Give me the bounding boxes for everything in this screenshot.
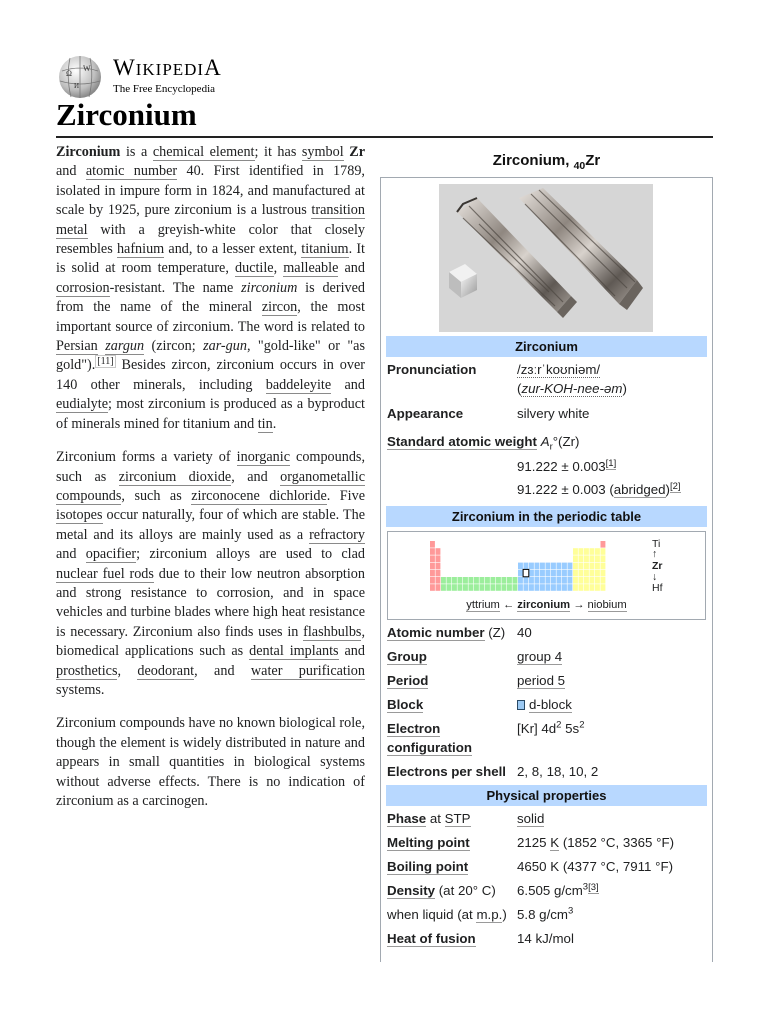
infobox-band-physical-properties: Physical properties xyxy=(386,785,707,806)
article-link[interactable]: symbol xyxy=(301,144,344,160)
article-link[interactable]: eudialyte xyxy=(56,396,108,413)
ptable-cell-d-block xyxy=(524,577,529,584)
ptable-cell-zirconium xyxy=(524,570,529,577)
ptable-cell-p-block xyxy=(595,555,600,562)
article-link[interactable]: opacifier xyxy=(85,546,137,563)
ptable-cell-s-block xyxy=(430,577,435,584)
article-link[interactable]: hafnium xyxy=(116,241,165,258)
ptable-cell-d-block xyxy=(529,584,534,591)
wikipedia-puzzle-globe-icon[interactable] xyxy=(56,55,104,99)
ptable-cell-d-block xyxy=(546,570,551,577)
standard-atomic-weight-link[interactable]: Standard atomic weight xyxy=(387,434,537,449)
ptable-cell-p-block xyxy=(590,570,595,577)
ptable-cell-s-block xyxy=(430,563,435,570)
heat-of-fusion-link[interactable]: Heat of fusion xyxy=(387,931,476,946)
ptable-cell-p-block xyxy=(579,563,584,570)
ptable-cell-d-block xyxy=(551,577,556,584)
article-link[interactable]: ductile xyxy=(235,260,274,277)
melting-point-link[interactable]: Melting point xyxy=(387,835,470,850)
ptable-cell-p-block xyxy=(584,584,589,591)
svg-text:Ω: Ω xyxy=(66,69,72,78)
article-link[interactable]: malleable xyxy=(283,260,339,277)
group-link[interactable]: Group xyxy=(387,649,427,664)
ptable-cell-f-block xyxy=(485,584,490,591)
ptable-cell-f-block xyxy=(469,584,474,591)
ptable-cell-f-block xyxy=(513,584,518,591)
ptable-cell-p-block xyxy=(601,555,606,562)
article-link[interactable]: chemical element xyxy=(152,144,255,160)
boiling-point-link[interactable]: Boiling point xyxy=(387,859,469,874)
ptable-cell-s-block xyxy=(436,584,441,591)
ptable-cell-f-block xyxy=(513,577,518,584)
article-link[interactable]: zirconocene dichloride xyxy=(191,487,327,504)
article-link[interactable]: corrosion xyxy=(56,279,110,296)
ptable-cell-d-block xyxy=(568,563,573,570)
ptable-cell-d-block xyxy=(568,584,573,591)
ptable-cell-f-block xyxy=(447,584,452,591)
ptable-cell-f-block xyxy=(458,584,463,591)
ptable-cell-p-block xyxy=(573,570,578,577)
ptable-cell-p-block xyxy=(573,548,578,555)
ptable-cell-p-block xyxy=(573,584,578,591)
ptable-cell-d-block xyxy=(529,577,534,584)
ptable-cell-d-block xyxy=(557,563,562,570)
ptable-cell-p-block xyxy=(584,570,589,577)
ptable-cell-f-block xyxy=(452,584,457,591)
ptable-cell-p-block xyxy=(590,577,595,584)
ptable-cell-s-block xyxy=(430,555,435,562)
ptable-cell-p-block xyxy=(595,570,600,577)
ptable-cell-f-block xyxy=(441,577,446,584)
svg-text:W: W xyxy=(83,64,91,73)
ptable-cell-p-block xyxy=(601,563,606,570)
ptable-cell-s-block xyxy=(436,548,441,555)
density-ref-3[interactable]: [3] xyxy=(588,881,599,893)
ptable-cell-f-block xyxy=(502,577,507,584)
ptable-cell-d-block xyxy=(540,584,545,591)
ptable-cell-s-block xyxy=(436,563,441,570)
ptable-cell-d-block xyxy=(535,563,540,570)
period-link[interactable]: Period xyxy=(387,673,429,688)
ptable-down-arrow-icon: ↓ xyxy=(652,571,658,583)
ptable-cell-d-block xyxy=(546,584,551,591)
ptable-cell-p-block xyxy=(601,570,606,577)
ptable-cell-f-block xyxy=(447,577,452,584)
article-link[interactable]: deodorant xyxy=(137,662,195,679)
phase-link[interactable]: Phase xyxy=(387,811,427,826)
ptable-cell-s-block xyxy=(430,548,435,555)
article-link[interactable]: zirconium dioxide xyxy=(118,468,232,485)
ptable-cell-d-block xyxy=(562,584,567,591)
zirconium-link[interactable]: zirconium xyxy=(517,599,571,611)
ptable-cell-p-block xyxy=(590,584,595,591)
ptable-cell-d-block xyxy=(535,570,540,577)
ptable-cell-s-block xyxy=(430,570,435,577)
ptable-cell-d-block xyxy=(557,577,562,584)
ptable-cell-d-block xyxy=(568,577,573,584)
ptable-cell-f-block xyxy=(469,577,474,584)
pronunciation-ipa[interactable]: /zɜːrˈkoʊniəm/ xyxy=(517,362,601,377)
svg-text:И: И xyxy=(74,82,80,90)
article-link[interactable]: titanium xyxy=(301,241,349,258)
weight-ref-2[interactable]: [2] xyxy=(669,480,681,492)
pronunciation-respelling[interactable]: zur-KOH-nee-əm xyxy=(521,381,623,396)
article-link[interactable]: baddeleyite xyxy=(265,376,332,393)
article-link[interactable]: dental implants xyxy=(249,643,339,660)
row-standard-atomic-weight: Standard atomic weight $A_r^\circ(Zr)$ xyxy=(387,434,580,453)
ptable-cell-d-block xyxy=(535,584,540,591)
yttrium-link[interactable]: yttrium xyxy=(466,599,500,611)
ptable-label-hafnium: Hf xyxy=(652,582,663,594)
ptable-cell-d-block xyxy=(546,563,551,570)
abridged-link[interactable]: abridged xyxy=(613,482,666,497)
ptable-cell-f-block xyxy=(480,577,485,584)
infobox-band-element: Zirconium xyxy=(386,336,707,357)
ptable-cell-p-block xyxy=(579,570,584,577)
ptable-cell-s-block xyxy=(430,541,435,548)
ptable-cell-p-block xyxy=(590,548,595,555)
period-5-link[interactable]: period 5 xyxy=(517,673,566,688)
stp-link[interactable]: STP xyxy=(444,811,471,826)
article-paragraph-1: Zirconium is a chemical element; it has symbol Zr and atomic number 40. First identified in 1789, isolated in impure form in 1824, and manufactured at scale by 1925, pure zirconium is a lustrous transition metal with a greyish-white color that closely resembles hafnium and, to a lesser extent, titanium. It is solid at room temperature, ductile, malleable and corrosion-resistant. The name zirconium is derived from the name of the mineral zircon, the most important source of zirconium. The word is related to Persian zargun (zircon; zar-gun, "gold-like" or "as gold"). [11] Besides zircon, zirconium occurs in over 140 other minerals, including baddeleyite and eudialyte; most zirconium is produced as a byproduct of minerals mined for titanium and tin. xyxy=(56,144,366,432)
ptable-cell-p-block xyxy=(595,563,600,570)
infobox: Zirconium Pronunciation /zɜːrˈkoʊniəm/ (zur-KOH-nee-əm) Appearance silvery white Standard atomic weight $A_r^\circ(Zr)$ 91.222 ± 0.003[1] 91.222 ± 0.003 (abridged)[2] Zirconium in the periodic table Ti ↑ Zr ↓ Hf yttrium ← zirconium → niobium Atomic number (Z) 40 Group group 4 Period period 5 Block d-block Electron configuration [Kr] $4d^2$ $5s^2$ Electrons per shell 2, 8, 18, 10, 2 Physical properties Phase at STP solid Melting point 2125 K (1852 °C, 3365 °F) Boiling point 4650 K (4377 °C, 7911 °F) Density (at 20° C) 6.505 $g/cm^{3[3]}$ when liquid (at m.p.) 5.8 $g/cm^3$ Heat of fusion 14 kJ/mol xyxy=(380,177,713,962)
ptable-label-titanium: Ti xyxy=(652,538,661,550)
ptable-cell-f-block xyxy=(507,584,512,591)
ptable-cell-d-block xyxy=(518,563,523,570)
weight-ref-1[interactable]: [1] xyxy=(605,457,617,469)
ptable-cell-d-block xyxy=(551,584,556,591)
ptable-cell-p-block xyxy=(595,548,600,555)
ptable-cell-p-block xyxy=(584,555,589,562)
ptable-cell-d-block xyxy=(557,570,562,577)
ptable-cell-p-block xyxy=(579,584,584,591)
ptable-cell-f-block xyxy=(480,584,485,591)
ptable-cell-p-block xyxy=(579,555,584,562)
periodic-table-nav: yttrium ← zirconium → niobium xyxy=(466,599,627,611)
title-divider xyxy=(56,136,713,138)
ptable-cell-p-block xyxy=(579,548,584,555)
ptable-cell-f-block xyxy=(458,577,463,584)
ptable-cell-p-block xyxy=(590,563,595,570)
infobox-caption: Zirconium, $_{40}$Zr xyxy=(492,152,601,172)
article-link[interactable]: isotopes xyxy=(56,507,103,524)
electron-configuration-link[interactable]: Electron configuration xyxy=(387,721,472,755)
article-link[interactable]: refractory xyxy=(309,526,365,543)
ptable-cell-d-block xyxy=(540,563,545,570)
ptable-cell-d-block xyxy=(540,570,545,577)
article-paragraph-2: Zirconium forms a variety of inorganic compounds, such as zirconium dioxide, and organometallic compounds, such as zirconocene dichloride. Five isotopes occur naturally, four of which are stable. The metal and its alloys are mainly used as a refractory and opacifier; zirconium alloys are used to clad nuclear fuel rods due to their low neutron absorption and strong resistance to corrosion, and in space vehicles and turbine blades where high heat resistance is necessary. Zirconium also finds uses in flashbulbs, biomedical applications such as dental implants and prosthetics, deodorant, and water purification systems. xyxy=(56,449,365,698)
ptable-cell-f-block xyxy=(452,577,457,584)
article-paragraph-3: Zirconium compounds have no known biological role, though the element is widely distributed in nature and appears in small quantities in biological systems without adverse effects. There is no indication of zirconium as a carcinogen. xyxy=(56,715,365,809)
kelvin-link[interactable]: K xyxy=(550,835,560,850)
solid-link[interactable]: solid xyxy=(517,811,545,826)
ptable-cell-d-block xyxy=(529,563,534,570)
ptable-cell-f-block xyxy=(507,577,512,584)
atomic-number-link[interactable]: Atomic number xyxy=(387,625,485,640)
article-link[interactable]: water purification xyxy=(250,662,365,679)
ptable-cell-d-block xyxy=(551,570,556,577)
ptable-cell-d-block xyxy=(518,577,523,584)
ptable-cell-d-block xyxy=(535,577,540,584)
ptable-cell-d-block xyxy=(518,570,523,577)
group-4-link[interactable]: group 4 xyxy=(517,649,563,664)
ptable-cell-f-block xyxy=(463,584,468,591)
ptable-cell-p-block xyxy=(573,563,578,570)
article-body xyxy=(56,143,365,825)
ptable-cell-f-block xyxy=(496,584,501,591)
site-tagline: The Free Encyclopedia xyxy=(113,83,216,95)
zirconium-bars-photo[interactable] xyxy=(439,184,653,332)
ptable-cell-d-block xyxy=(568,570,573,577)
ptable-cell-f-block xyxy=(463,577,468,584)
ptable-cell-f-block xyxy=(496,577,501,584)
article-link[interactable]: nuclear fuel rods xyxy=(56,565,154,582)
ptable-cell-f-block xyxy=(491,577,496,584)
ptable-cell-d-block xyxy=(546,577,551,584)
article-link[interactable]: flashbulbs xyxy=(303,623,362,640)
article-link[interactable]: zargun xyxy=(105,338,145,355)
ptable-cell-p-block xyxy=(601,577,606,584)
ptable-cell-s-block xyxy=(430,584,435,591)
ptable-cell-s-block xyxy=(436,555,441,562)
ptable-cell-d-block xyxy=(524,584,529,591)
ptable-cell-p-block xyxy=(595,584,600,591)
ptable-cell-d-block xyxy=(524,563,529,570)
ptable-cell-f-block xyxy=(491,584,496,591)
ptable-cell-d-block xyxy=(551,563,556,570)
d-block-link[interactable]: d-block xyxy=(529,697,572,712)
ptable-cell-d-block xyxy=(529,570,534,577)
article-link[interactable]: transition metal xyxy=(56,202,365,238)
article-link[interactable]: atomic number xyxy=(85,163,178,180)
article-link[interactable]: tin xyxy=(257,415,273,432)
ptable-cell-p-block xyxy=(584,577,589,584)
ptable-up-arrow-icon: ↑ xyxy=(652,548,658,560)
ptable-cell-p-block xyxy=(584,563,589,570)
density-link[interactable]: Density xyxy=(387,883,436,898)
ptable-cell-d-block xyxy=(518,584,523,591)
ptable-cell-p-block xyxy=(601,584,606,591)
ptable-cell-f-block xyxy=(474,584,479,591)
ptable-cell-f-block xyxy=(441,584,446,591)
d-block-swatch-icon xyxy=(517,700,525,710)
article-link[interactable]: organometallic compounds xyxy=(56,468,365,504)
citation-ref[interactable]: [11] xyxy=(97,355,114,367)
ptable-cell-p-block xyxy=(601,548,606,555)
article-link[interactable]: prosthetics xyxy=(56,662,118,679)
block-link[interactable]: Block xyxy=(387,697,424,712)
ptable-cell-s-block xyxy=(436,570,441,577)
ptable-cell-p-block xyxy=(595,577,600,584)
ptable-cell-s-block xyxy=(436,577,441,584)
niobium-link[interactable]: niobium xyxy=(587,599,627,611)
ptable-label-zirconium: Zr xyxy=(652,560,663,572)
wikipedia-wordmark[interactable]: WIKIPEDIA The Free Encyclopedia xyxy=(113,55,222,95)
ptable-cell-f-block xyxy=(485,577,490,584)
melting-point-abbrev-link[interactable]: m.p. xyxy=(476,907,503,922)
infobox-band-periodic-table: Zirconium in the periodic table xyxy=(386,506,707,527)
ptable-cell-helium xyxy=(601,541,606,548)
ptable-cell-p-block xyxy=(584,548,589,555)
ptable-cell-p-block xyxy=(573,555,578,562)
ptable-cell-d-block xyxy=(540,577,545,584)
ptable-cell-d-block xyxy=(562,563,567,570)
ptable-cell-d-block xyxy=(562,570,567,577)
ptable-cell-d-block xyxy=(562,577,567,584)
ptable-cell-d-block xyxy=(557,584,562,591)
ptable-cell-p-block xyxy=(590,555,595,562)
ptable-cell-f-block xyxy=(502,584,507,591)
page-title: Zirconium xyxy=(56,97,197,132)
ptable-cell-p-block xyxy=(573,577,578,584)
article-link[interactable]: inorganic xyxy=(236,449,290,466)
ptable-cell-p-block xyxy=(579,577,584,584)
article-link[interactable]: zircon xyxy=(261,299,298,316)
article-link[interactable]: Persian xyxy=(56,338,98,355)
ptable-cell-f-block xyxy=(474,577,479,584)
